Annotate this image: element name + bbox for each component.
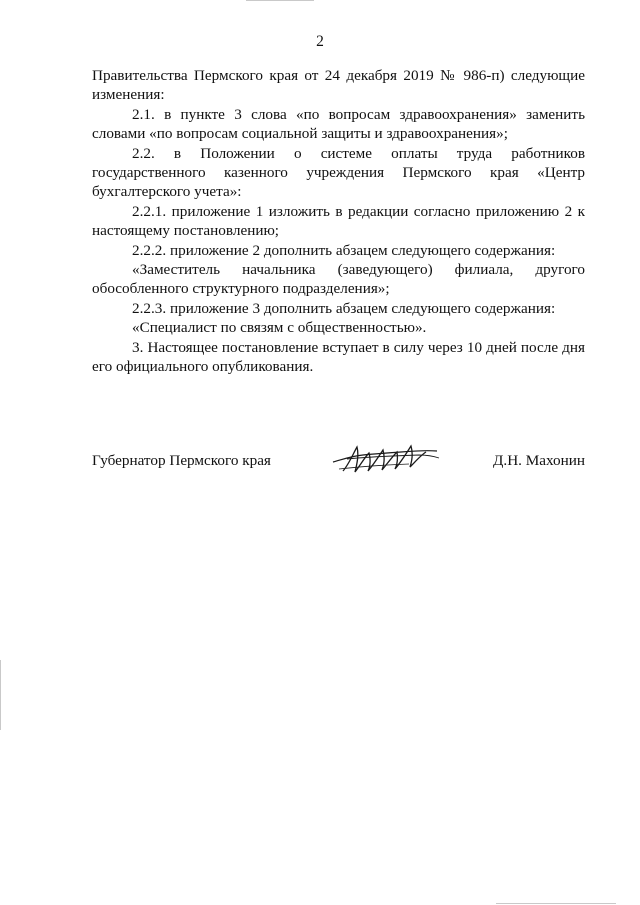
signature-block: [92, 452, 585, 492]
signatory-name: Д.Н. Махонин: [493, 452, 585, 469]
scan-edge-mark-top: [246, 0, 314, 1]
page-number: 2: [316, 33, 324, 50]
paragraph-quote-specialist: «Специалист по связям с общественностью».: [132, 319, 427, 337]
paragraph-continuation: Правительства Пермского края от 24 декабря 2019 № 986-п) следующие изменения:: [92, 67, 585, 104]
paragraph-3: 3. Настоящее постановление вступает в силу через 10 дней после дня его официального опубликования.: [92, 338, 585, 376]
paragraph-2-2: 2.2. в Положении о системе оплаты труда работников государственного казенного учреждения Пермского края «Центр бухгалтерского учета»:: [92, 144, 585, 201]
paragraph-2-2-2: 2.2.2. приложение 2 дополнить абзацем следующего содержания:: [132, 241, 556, 259]
paragraph-quote-deputy: «Заместитель начальника (заведующего) филиала, другого обособленного структурного подразделения»;: [92, 261, 585, 298]
scan-edge-mark-left: [0, 660, 1, 730]
paragraph-2-2-1: 2.2.1. приложение 1 изложить в редакции согласно приложению 2 к настоящему постановлению;: [92, 202, 585, 240]
signatory-title: Губернатор Пермского края: [92, 452, 271, 469]
scan-edge-mark-bottom: [496, 903, 616, 904]
paragraph-2-1: 2.1. в пункте 3 слова «по вопросам здравоохранения» заменить словами «по вопросам социальной защиты и здравоохранения»;: [92, 105, 585, 143]
document-body: [92, 66, 585, 377]
paragraph-2-2-3: 2.2.3. приложение 3 дополнить абзацем следующего содержания:: [132, 299, 556, 317]
handwritten-signature: [327, 440, 442, 480]
